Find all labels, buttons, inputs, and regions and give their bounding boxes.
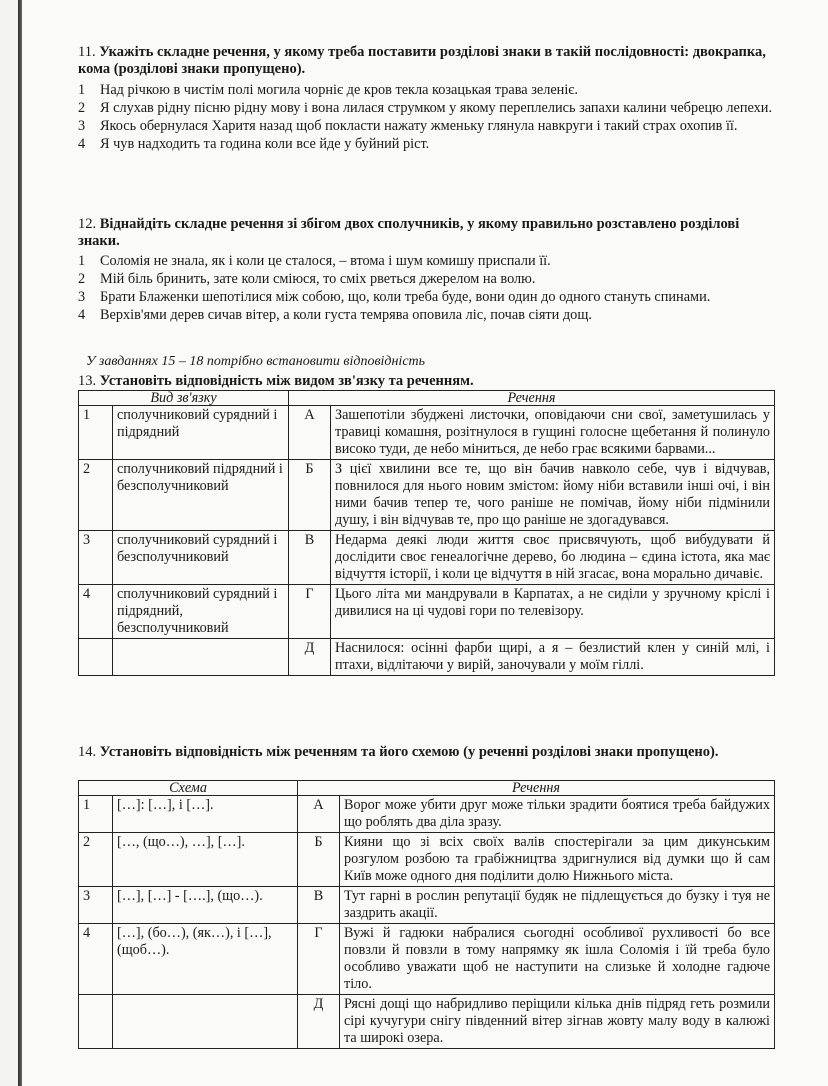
question-text: Установіть відповідність між реченням та його схемою (у реченні розділові знаки пропущено).: [99, 744, 719, 760]
letter-cell: В: [289, 531, 331, 585]
option: [78, 82, 773, 99]
question-13: [78, 373, 773, 390]
row-number: 3: [79, 887, 113, 924]
row-number: [79, 639, 113, 676]
sentence-cell: Рясні дощі що набридливо періщили кілька днів підряд геть розмили сірі кучугури снігу південний вітер зігнав жовту малу воду в калюжі та широкі озера.: [340, 995, 775, 1049]
scheme-cell: […], (бо…), (як…), і […], (щоб…).: [113, 924, 298, 995]
sentence-cell: Кияни що зі всіх своїх валів спостерігали за цим дикунським розгулом розбою та грабіжництва здригнулися від думки що й сам Київ може одного дня поділити долю Нижнього міста.: [340, 833, 775, 887]
sentence-cell: Вужі й гадюки набралися сьогодні особливої рухливості бо все повзли й повзли в тому напрямку як ішла Соломія і їй треба було особливо уважати щоб не наступити на слизьке й холодне гадюче тіло.: [340, 924, 775, 995]
option-text: Соломія не знала, як і коли це сталося, – втома і шум комишу приспали її.: [100, 253, 551, 269]
option-number: 3: [78, 289, 86, 305]
table-row: [79, 639, 775, 676]
option: [78, 253, 773, 270]
question-14: [78, 744, 773, 761]
option: [78, 289, 773, 306]
scheme-cell: […]: […], і […].: [113, 796, 298, 833]
header-scheme: Схема: [79, 781, 298, 796]
scheme-cell: […, (що…), …], […].: [113, 833, 298, 887]
letter-cell: А: [298, 796, 340, 833]
row-number: 3: [79, 531, 113, 585]
table-header: [79, 391, 775, 406]
kind-cell: сполучниковий сурядний і безсполучниковий: [113, 531, 289, 585]
table-row: [79, 995, 775, 1049]
option: [78, 271, 773, 288]
scheme-cell: […], […] - [….], (що…).: [113, 887, 298, 924]
letter-cell: Г: [289, 585, 331, 639]
option-text: Над річкою в чистім полі могила чорніє де кров текла козацькая трава зеленіє.: [100, 82, 579, 98]
letter-cell: В: [298, 887, 340, 924]
table-13: [78, 390, 775, 676]
table-row: [79, 406, 775, 460]
row-number: 4: [79, 924, 113, 995]
option-number: 2: [78, 271, 86, 287]
sentence-cell: Зашепотіли збуджені листочки, оповідаючи сни свої, заметушилась у травиці комашня, розітнулося в гущині голосне щебетання й полинуло високо туди, де небо міниться, де небо грає всякими барвами...: [331, 406, 775, 460]
table-row: [79, 531, 775, 585]
sentence-cell: Цього літа ми мандрували в Карпатах, а не сиділи у зручному кріслі і дивилися на ці чудові гори по телевізору.: [331, 585, 775, 639]
option: [78, 136, 773, 153]
table-14: [78, 780, 775, 1049]
sentence-cell: Ворог може убити друг може тільки зрадити боятися треба байдужих що роблять два діла зразу.: [340, 796, 775, 833]
kind-cell: сполучниковий підрядний і безсполучниковий: [113, 460, 289, 531]
question-12: [78, 216, 773, 250]
table-row: [79, 924, 775, 995]
letter-cell: Д: [289, 639, 331, 676]
option-text: Якось обернулася Харитя назад щоб покласти нажату жменьку глянула навкруги і такий страх охопив її.: [100, 118, 738, 134]
option-number: 2: [78, 100, 86, 116]
option-text: Я чув надходить та година коли все йде у буйний ріст.: [100, 136, 430, 152]
kind-cell: сполучниковий сурядний і підрядний: [113, 406, 289, 460]
header-sentence: Речення: [298, 781, 775, 796]
option-number: 1: [78, 253, 86, 269]
header-kind: Вид зв'язку: [79, 391, 289, 406]
question-11-options: [78, 82, 773, 154]
question-11: [78, 44, 773, 78]
question-text: Віднайдіть складне речення зі збігом двох сполучників, у якому правильно розставлено розділові знаки.: [78, 216, 740, 249]
row-number: 2: [79, 833, 113, 887]
letter-cell: Б: [289, 460, 331, 531]
option: [78, 118, 773, 135]
table-header: [79, 781, 775, 796]
row-number: 1: [79, 406, 113, 460]
option-text: Мій біль бринить, зате коли сміюся, то сміх рветься джерелом на волю.: [100, 271, 536, 287]
sentence-cell: Наснилося: осінні фарби щирі, а я – безлистий клен у синій млі, і птахи, відлітаючи у вирій, заночували у моїм гіллі.: [331, 639, 775, 676]
task-note: У завданнях 15 – 18 потрібно встановити відповідність: [86, 354, 426, 369]
row-number: 4: [79, 585, 113, 639]
sentence-cell: Тут гарні в рослин репутації будяк не підлещується до бузку і туя не заздрить акації.: [340, 887, 775, 924]
option-number: 4: [78, 307, 86, 323]
table-row: [79, 796, 775, 833]
row-number: 2: [79, 460, 113, 531]
kind-cell: сполучниковий сурядний і підрядний, безсполучниковий: [113, 585, 289, 639]
letter-cell: Г: [298, 924, 340, 995]
option-number: 4: [78, 136, 86, 152]
table-row: [79, 887, 775, 924]
question-number: 14.: [78, 744, 97, 760]
option-text: Верхів'ями дерев сичав вітер, а коли густа темрява оповила ліс, почав сіяти дощ.: [100, 307, 592, 323]
sentence-cell: Недарма деякі люди життя своє присвячують, щоб вибудувати й дослідити своє генеалогічне дерево, бо людина – єдина істота, яка має відчуття історії, і коли це відчуття в ній згасає, вона морально дичавіє.: [331, 531, 775, 585]
letter-cell: Б: [298, 833, 340, 887]
question-text: Укажіть складне речення, у якому треба поставити розділові знаки в такій послідовності: двокрапка, кома (розділові знаки пропущено).: [78, 44, 766, 77]
option: [78, 307, 773, 324]
option-text: Я слухав рідну пісню рідну мову і вона лилася струмком у якому переплелись запахи калини чебрецю лепехи.: [100, 100, 773, 116]
table-row: [79, 585, 775, 639]
row-number: [79, 995, 113, 1049]
sentence-cell: З цієї хвилини все те, що він бачив навколо себе, чув і відчував, повнилося для нього новим змістом: йому ніби вставили інші очі, і він ними бачив тепер те, чого раніше не помічав, йому ніби підмінили душу, і він відчував те, про що раніше не здогадувався.: [331, 460, 775, 531]
question-text: Установіть відповідність між видом зв'язку та реченням.: [99, 373, 474, 389]
question-number: 13.: [78, 373, 97, 389]
row-number: 1: [79, 796, 113, 833]
option-number: 3: [78, 118, 86, 134]
scheme-cell: [113, 995, 298, 1049]
question-number: 12.: [78, 216, 97, 232]
option: [78, 100, 773, 117]
header-sentence: Речення: [289, 391, 775, 406]
table-row: [79, 833, 775, 887]
question-12-options: [78, 253, 773, 325]
option-number: 1: [78, 82, 86, 98]
letter-cell: Д: [298, 995, 340, 1049]
letter-cell: А: [289, 406, 331, 460]
kind-cell: [113, 639, 289, 676]
question-number: 11.: [78, 44, 96, 60]
table-row: [79, 460, 775, 531]
option-text: Брати Блаженки шепотілися між собою, що, коли треба буде, вони один до одного стануть спинами.: [100, 289, 711, 305]
